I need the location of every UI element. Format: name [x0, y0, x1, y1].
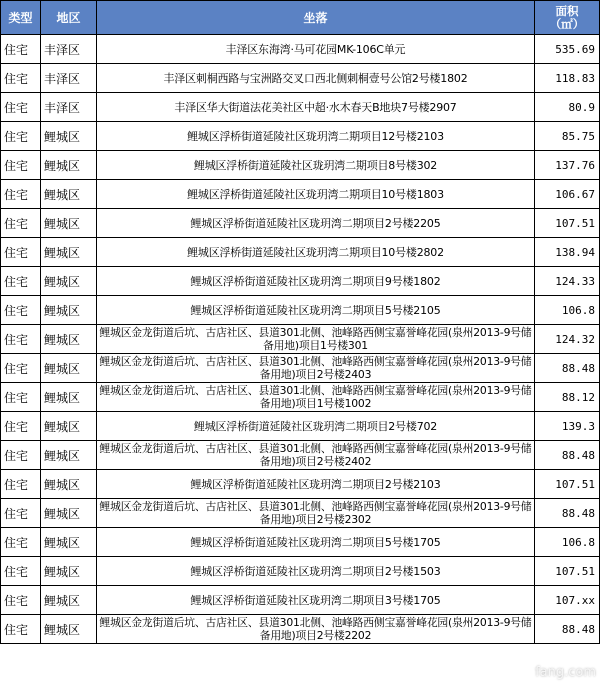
- cell-address: 鲤城区金龙街道后坑、古店社区、县道301北侧、池峰路西侧宝嘉誉峰花园(泉州2013-9号储备用地)项目2号楼2403: [97, 354, 535, 383]
- cell-type: 住宅: [1, 325, 41, 354]
- cell-address: 鲤城区浮桥街道延陵社区珑玥湾二期项目9号楼1802: [97, 267, 535, 296]
- cell-district: 鲤城区: [41, 499, 97, 528]
- cell-area: 107.51: [535, 209, 600, 238]
- cell-area: 139.3: [535, 412, 600, 441]
- cell-type: 住宅: [1, 615, 41, 644]
- table-header: [1, 1, 600, 35]
- table-body: [1, 35, 600, 644]
- cell-type: 住宅: [1, 499, 41, 528]
- cell-area: 535.69: [535, 35, 600, 64]
- cell-address: 鲤城区浮桥街道延陵社区珑玥湾二期项目10号楼2802: [97, 238, 535, 267]
- header-area-label: 面积: [555, 3, 579, 18]
- cell-district: 鲤城区: [41, 325, 97, 354]
- cell-district: 鲤城区: [41, 441, 97, 470]
- cell-district: 鲤城区: [41, 615, 97, 644]
- cell-address: 鲤城区浮桥街道延陵社区珑玥湾二期项目5号楼1705: [97, 528, 535, 557]
- cell-address: 丰泽区刺桐西路与宝洲路交叉口西北侧刺桐壹号公馆2号楼1802: [97, 64, 535, 93]
- cell-address: 鲤城区金龙街道后坑、古店社区、县道301北侧、池峰路西侧宝嘉誉峰花园(泉州2013-9号储备用地)项目2号楼2302: [97, 499, 535, 528]
- cell-district: 丰泽区: [41, 64, 97, 93]
- cell-type: 住宅: [1, 151, 41, 180]
- cell-type: 住宅: [1, 383, 41, 412]
- cell-type: 住宅: [1, 296, 41, 325]
- cell-area: 88.48: [535, 615, 600, 644]
- cell-address: 鲤城区金龙街道后坑、古店社区、县道301北侧、池峰路西侧宝嘉誉峰花园(泉州2013-9号储备用地)项目2号楼2402: [97, 441, 535, 470]
- cell-type: 住宅: [1, 586, 41, 615]
- cell-district: 鲤城区: [41, 557, 97, 586]
- cell-district: 鲤城区: [41, 122, 97, 151]
- cell-district: 鲤城区: [41, 238, 97, 267]
- cell-type: 住宅: [1, 267, 41, 296]
- header-type: 类型: [1, 1, 41, 35]
- cell-address: 鲤城区浮桥街道延陵社区珑玥湾二期项目2号楼1503: [97, 557, 535, 586]
- cell-type: 住宅: [1, 209, 41, 238]
- table-row: [1, 441, 600, 470]
- cell-district: 鲤城区: [41, 180, 97, 209]
- header-area: [535, 1, 600, 35]
- cell-area: 106.8: [535, 296, 600, 325]
- cell-type: 住宅: [1, 238, 41, 267]
- table-row: [1, 238, 600, 267]
- table-row: [1, 615, 600, 644]
- cell-type: 住宅: [1, 412, 41, 441]
- table-row: [1, 586, 600, 615]
- cell-area: 138.94: [535, 238, 600, 267]
- table-row: [1, 93, 600, 122]
- cell-address: 鲤城区金龙街道后坑、古店社区、县道301北侧、池峰路西侧宝嘉誉峰花园(泉州2013-9号储备用地)项目1号楼301: [97, 325, 535, 354]
- table-row: [1, 64, 600, 93]
- table-row: [1, 557, 600, 586]
- table-row: [1, 499, 600, 528]
- cell-district: 鲤城区: [41, 528, 97, 557]
- cell-district: 鲤城区: [41, 412, 97, 441]
- cell-type: 住宅: [1, 35, 41, 64]
- table-row: [1, 383, 600, 412]
- table-row: [1, 35, 600, 64]
- cell-district: 鲤城区: [41, 470, 97, 499]
- table-row: [1, 151, 600, 180]
- cell-district: 鲤城区: [41, 296, 97, 325]
- table-row: [1, 209, 600, 238]
- cell-type: 住宅: [1, 470, 41, 499]
- header-row: [1, 1, 600, 35]
- watermark: fang.com: [535, 665, 596, 680]
- cell-area: 88.12: [535, 383, 600, 412]
- cell-area: 85.75: [535, 122, 600, 151]
- table-row: [1, 325, 600, 354]
- cell-type: 住宅: [1, 180, 41, 209]
- cell-area: 106.67: [535, 180, 600, 209]
- cell-district: 鲤城区: [41, 209, 97, 238]
- cell-area: 124.32: [535, 325, 600, 354]
- cell-area: 107.xx: [535, 586, 600, 615]
- table-row: [1, 412, 600, 441]
- cell-area: 88.48: [535, 441, 600, 470]
- cell-area: 88.48: [535, 354, 600, 383]
- cell-address: 丰泽区华大街道法花美社区中超·水木春天B地块7号楼2907: [97, 93, 535, 122]
- table-row: [1, 528, 600, 557]
- cell-type: 住宅: [1, 528, 41, 557]
- header-area-unit: （㎡）: [549, 16, 585, 31]
- cell-address: 鲤城区金龙街道后坑、古店社区、县道301北侧、池峰路西侧宝嘉誉峰花园(泉州2013-9号储备用地)项目2号楼2202: [97, 615, 535, 644]
- header-district: 地区: [41, 1, 97, 35]
- cell-district: 丰泽区: [41, 93, 97, 122]
- cell-address: 鲤城区浮桥街道延陵社区珑玥湾二期项目3号楼1705: [97, 586, 535, 615]
- table-row: [1, 470, 600, 499]
- cell-area: 106.8: [535, 528, 600, 557]
- table-row: [1, 267, 600, 296]
- cell-area: 118.83: [535, 64, 600, 93]
- cell-district: 鲤城区: [41, 586, 97, 615]
- cell-type: 住宅: [1, 557, 41, 586]
- cell-type: 住宅: [1, 64, 41, 93]
- cell-address: 鲤城区浮桥街道延陵社区珑玥湾二期项目2号楼702: [97, 412, 535, 441]
- cell-address: 鲤城区浮桥街道延陵社区珑玥湾二期项目2号楼2205: [97, 209, 535, 238]
- cell-address: 鲤城区浮桥街道延陵社区珑玥湾二期项目10号楼1803: [97, 180, 535, 209]
- cell-address: 鲤城区金龙街道后坑、古店社区、县道301北侧、池峰路西侧宝嘉誉峰花园(泉州2013-9号储备用地)项目1号楼1002: [97, 383, 535, 412]
- cell-type: 住宅: [1, 441, 41, 470]
- header-address: 坐落: [97, 1, 535, 35]
- table-row: [1, 122, 600, 151]
- cell-district: 丰泽区: [41, 35, 97, 64]
- cell-district: 鲤城区: [41, 354, 97, 383]
- cell-district: 鲤城区: [41, 383, 97, 412]
- cell-type: 住宅: [1, 354, 41, 383]
- cell-address: 鲤城区浮桥街道延陵社区珑玥湾二期项目5号楼2105: [97, 296, 535, 325]
- cell-area: 124.33: [535, 267, 600, 296]
- cell-address: 鲤城区浮桥街道延陵社区珑玥湾二期项目12号楼2103: [97, 122, 535, 151]
- table-row: [1, 180, 600, 209]
- cell-district: 鲤城区: [41, 151, 97, 180]
- cell-address: 丰泽区东海湾·马可花园MK-106C单元: [97, 35, 535, 64]
- cell-area: 107.51: [535, 557, 600, 586]
- cell-district: 鲤城区: [41, 267, 97, 296]
- cell-address: 鲤城区浮桥街道延陵社区珑玥湾二期项目2号楼2103: [97, 470, 535, 499]
- cell-type: 住宅: [1, 122, 41, 151]
- table-row: [1, 296, 600, 325]
- cell-area: 80.9: [535, 93, 600, 122]
- cell-area: 88.48: [535, 499, 600, 528]
- cell-area: 137.76: [535, 151, 600, 180]
- table-row: [1, 354, 600, 383]
- cell-type: 住宅: [1, 93, 41, 122]
- cell-address: 鲤城区浮桥街道延陵社区珑玥湾二期项目8号楼302: [97, 151, 535, 180]
- cell-area: 107.51: [535, 470, 600, 499]
